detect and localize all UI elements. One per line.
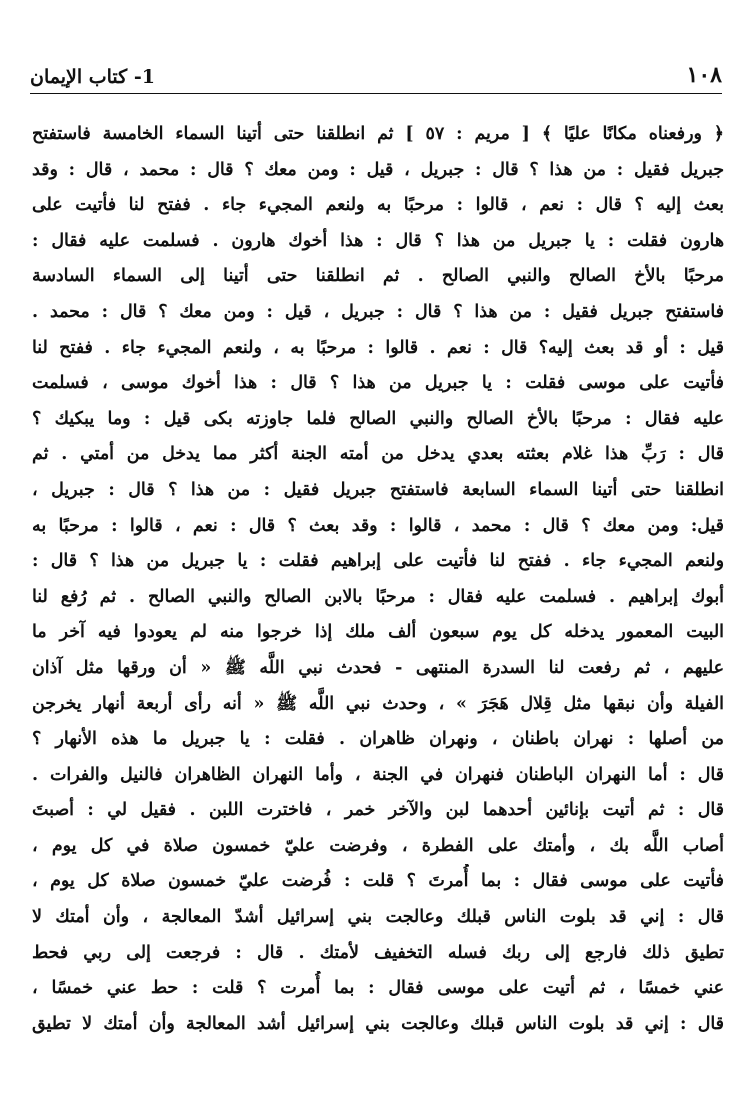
text-line: عليه فقال : مرحبًا بالأخ الصالح والنبي الصالح فلما جاوزته بكى قيل : وما يبكيك ؟ [32, 408, 724, 429]
text-line: قيل : أو قد بعث إليه؟ قال : نعم . قالوا : مرحبًا به ، ولنعم المجيء جاء . ففتح لنا [32, 337, 724, 358]
text-line: قيل: ومن معك ؟ قال : محمد ، قالوا : وقد بعث ؟ قال : نعم ، قالوا : مرحبًا به [32, 515, 724, 536]
text-line: فأتيت على موسى فقال : بما أُمرتَ ؟ قلت : فُرضت عليّ خمسون صلاة كل يوم ، [32, 871, 724, 892]
text-line: بعث إليه ؟ قال : نعم ، قالوا : مرحبًا به ولنعم المجيء جاء . ففتح لنا فأتيت على [32, 195, 724, 216]
text-line: جبريل فقيل : من هذا ؟ قال : جبريل ، قيل : ومن معك ؟ قال : محمد ، قال : وقد [32, 159, 724, 180]
text-line: أصاب اللَّه بك ، وأمتك على الفطرة ، وفرضت عليّ خمسون صلاة في كل يوم ، [32, 835, 724, 856]
text-line: عليهم ، ثم رفعت لنا السدرة المنتهى - فحدث نبي اللَّه ﷺ « أن ورقها مثل آذان [32, 657, 724, 678]
text-line: عني خمسًا ، ثم أتيت على موسى فقال : بما أُمرت ؟ قلت : حط عني خمسًا ، [32, 978, 724, 999]
text-line: البيت المعمور يدخله كل يوم سبعون ألف ملك إذا خرجوا منه لم يعودوا فيه آخر ما [32, 622, 724, 643]
text-line: مرحبًا بالأخ الصالح والنبي الصالح . ثم انطلقنا حتى أتينا إلى السماء السادسة [32, 266, 724, 287]
chapter-title: 1- كتاب الإيمان [30, 66, 155, 88]
header-rule [30, 93, 722, 94]
text-line: فأتيت على موسى فقلت : يا جبريل من هذا ؟ قال : هذا أخوك موسى ، فسلمت [32, 373, 724, 394]
text-line: قال : ثم أتيت بإنائين أحدهما لبن والآخر خمر ، فاخترت اللبن . فقيل لي : أصبتَ [32, 800, 724, 821]
text-line: من أصلها : نهران باطنان ، ونهران ظاهران . فقلت : يا جبريل ما هذه الأنهار ؟ [32, 729, 724, 750]
body-text [32, 117, 724, 1042]
page-number: ١٠٨ [686, 62, 722, 88]
text-line: هارون فقلت : يا جبريل من هذا ؟ قال : هذا أخوك هارون . فسلمت عليه فقال : [32, 230, 724, 251]
text-line: قال : إني قد بلوت الناس قبلك وعالجت بني إسرائيل أشدّ المعالجة ، وأن أمتك لا [32, 907, 724, 928]
text-line: تطيق ذلك فارجع إلى ربك فسله التخفيف لأمتك . قال : فرجعت إلى ربي فحط [32, 942, 724, 963]
text-line: ولنعم المجيء جاء . ففتح لنا فأتيت على إبراهيم فقلت : يا جبريل من هذا ؟ قال : [32, 551, 724, 572]
text-line: قال : رَبِّ هذا غلام بعثته بعدي يدخل من أمته الجنة أكثر مما يدخل من أمتي . ثم [32, 444, 724, 465]
text-line: الفيلة وأن نبقها مثل قِلال هَجَرَ » ، وحدث نبي اللَّه ﷺ « أنه رأى أربعة أنهار يخرجن [32, 693, 724, 714]
text-line: أبوك إبراهيم . فسلمت عليه فقال : مرحبًا بالابن الصالح والنبي الصالح . ثم رُفع لنا [32, 586, 724, 607]
text-line: قال : أما النهران الباطنان فنهران في الجنة ، وأما النهران الظاهران فالنيل والفرات . [32, 764, 724, 785]
text-line: فاستفتح جبريل فقيل : من هذا ؟ قال : جبريل ، قيل : ومن معك ؟ قال : محمد . [32, 301, 724, 322]
running-head [30, 58, 722, 88]
text-line: انطلقنا حتى أتينا السماء السابعة فاستفتح جبريل فقيل : من هذا ؟ قال : جبريل ، [32, 479, 724, 500]
text-line: قال : إني قد بلوت الناس قبلك وعالجت بني إسرائيل أشد المعالجة وأن أمتك لا تطيق [32, 1013, 724, 1034]
text-line: ﴿ ورفعناه مكانًا عليًا ﴾ [ مريم : ٥٧ ] ثم انطلقنا حتى أتينا السماء الخامسة فاستفتح [32, 124, 724, 144]
